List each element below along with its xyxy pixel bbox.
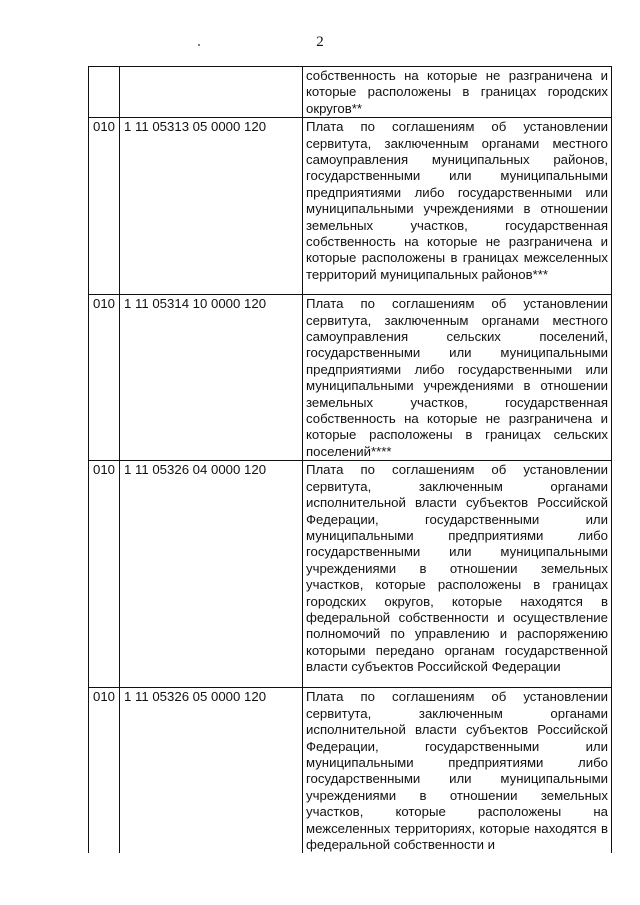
admin-code-cell — [89, 67, 120, 118]
kbk-code-cell: 1 11 05313 05 0000 120 — [120, 118, 303, 295]
table-row — [89, 295, 612, 461]
description-cell: Плата по соглашениям об установлении сервитута, заключенным органами местного самоуправления муниципальных районов, государственными или муниципальными предприятиями либо государственными или муниципальными учреждениями в отношении земельных участков, государственная собственность на которые не разграничена и которые расположены в границах межселенных территорий муниципальных районов*** — [303, 118, 612, 295]
description-cell: Плата по соглашениям об установлении сервитута, заключенным органами исполнительной власти субъектов Российской Федерации, государственными или муниципальными предприятиями либо государственными или муниципальными учреждениями в отношении земельных участков, которые расположены на межселенных территориях, которые находятся в федеральной собственности и — [303, 688, 612, 854]
kbk-code-cell — [120, 67, 303, 118]
kbk-code-cell: 1 11 05326 05 0000 120 — [120, 688, 303, 854]
description-cell: Плата по соглашениям об установлении сервитута, заключенным органами исполнительной власти субъектов Российской Федерации, государственными или муниципальными предприятиями либо государственными или муниципальными учреждениями в отношении земельных участков, которые расположены в границах городских округов, которые находятся в федеральной собственности и осуществление полномочий по управлению и распоряжению которыми передано органам государственной власти субъектов Российской Федерации — [303, 461, 612, 688]
scan-speck — [198, 44, 200, 46]
table-row — [89, 118, 612, 295]
kbk-code-cell: 1 11 05326 04 0000 120 — [120, 461, 303, 688]
admin-code-cell: 010 — [89, 118, 120, 295]
admin-code-cell: 010 — [89, 688, 120, 854]
kbk-code-cell: 1 11 05314 10 0000 120 — [120, 295, 303, 461]
table-row — [89, 461, 612, 688]
admin-code-cell: 010 — [89, 461, 120, 688]
table-row — [89, 67, 612, 118]
description-cell: собственность на которые не разграничена и которые расположены в границах городских округов** — [303, 67, 612, 118]
page-number: 2 — [316, 34, 324, 50]
budget-codes-table — [88, 66, 612, 853]
admin-code-cell: 010 — [89, 295, 120, 461]
description-cell: Плата по соглашениям об установлении сервитута, заключенным органами местного самоуправления сельских поселений, государственными или муниципальными предприятиями либо государственными или муниципальными учреждениями в отношении земельных участков, государственная собственность на которые не разграничена и которые расположены в границах сельских поселений**** — [303, 295, 612, 461]
table-row — [89, 688, 612, 854]
